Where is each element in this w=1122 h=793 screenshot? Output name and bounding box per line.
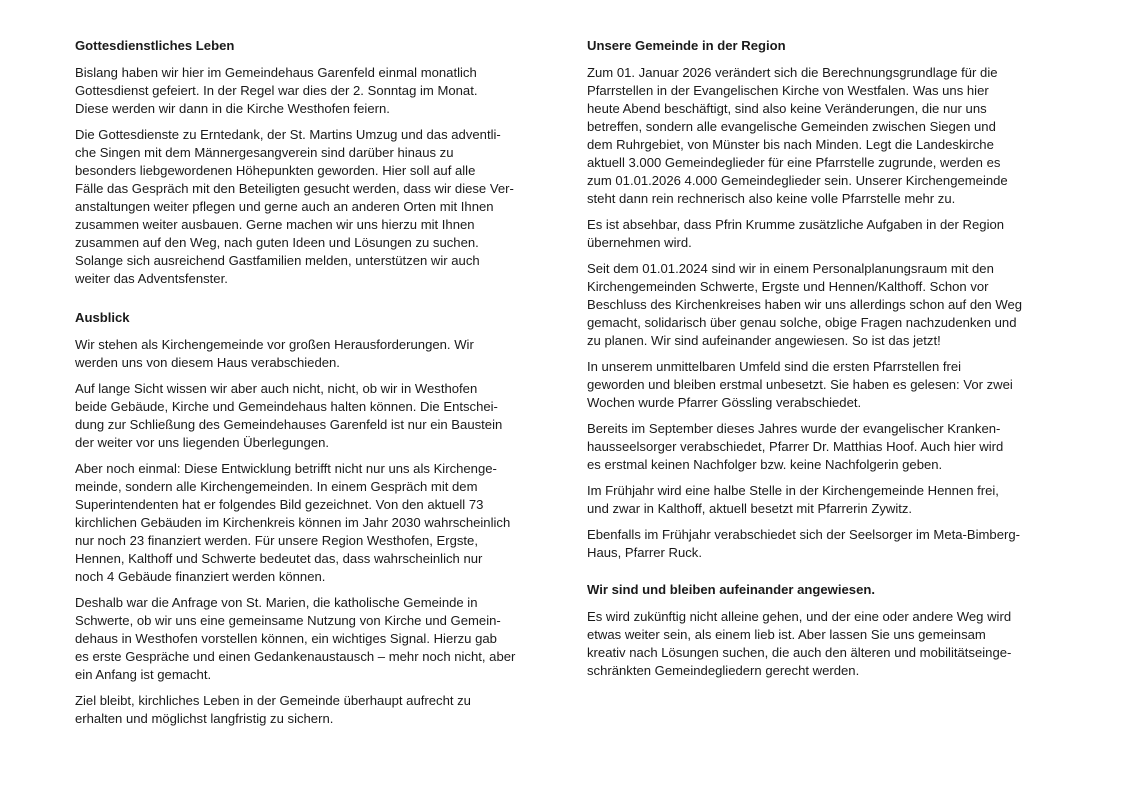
heading-aufeinander-angewiesen: Wir sind und bleiben aufeinander angewiesen. — [587, 582, 875, 597]
heading-ausblick: Ausblick — [75, 310, 130, 325]
paragraph: Es ist absehbar, dass Pfrin Krumme zusätzliche Aufgaben in der Region übernehmen wird. — [587, 217, 1005, 250]
paragraph: Wir stehen als Kirchengemeinde vor großen Herausforderungen. Wir werden uns von diesem Haus verabschieden. — [75, 337, 474, 370]
left-column — [75, 36, 537, 736]
paragraph: Es wird zukünftig nicht alleine gehen, und der eine oder andere Weg wird etwas weiter sein, als einem lieb ist. Aber lassen Sie uns gemeinsam kreativ nach Lösungen suchen, die auch den älteren und mobilitätseinge- schränkten Gemeindegliedern gerecht werden. — [587, 609, 1012, 678]
paragraph: Auf lange Sicht wissen wir aber auch nicht, nicht, ob wir in Westhofen beide Gebäude, Kirche und Gemeindehaus halten können. Die Entschei- dung zur Schließung des Gemeindehauses Garenfeld ist nur ein Baustein der weiter vor uns liegenden Überlegungen. — [75, 381, 503, 450]
paragraph: Bislang haben wir hier im Gemeindehaus Garenfeld einmal monatlich Gottesdienst gefeiert. In der Regel war dies der 2. Sonntag im Monat. Diese werden wir dann in die Kirche Westhofen feiern. — [75, 65, 478, 116]
paragraph: Zum 01. Januar 2026 verändert sich die Berechnungsgrundlage für die Pfarrstellen in der Evangelischen Kirche von Westfalen. Was uns hier heute Abend beschäftigt, sind also keine Veränderungen, die nur uns betreffen, sondern alle evangelische Gemeinden zwischen Siegen und dem Ruhrgebiet, von Münster bis nach Minden. Legt die Landeskirche aktuell 3.000 Gemeindeglieder für eine Pfarrstelle zugrunde, werden es zum 01.01.2026 4.000 Gemeindeglieder sein. Unserer Kirchengemeinde steht dann rein rechnerisch also keine volle Pfarrstelle mehr zu. — [587, 65, 1008, 206]
paragraph: Im Frühjahr wird eine halbe Stelle in der Kirchengemeinde Hennen frei, und zwar in Kalthoff, aktuell besetzt mit Pfarrerin Zywitz. — [587, 483, 999, 516]
paragraph: Bereits im September dieses Jahres wurde der evangelischer Kranken- hausseelsorger verabschiedet, Pfarrer Dr. Matthias Hoof. Auch hier wird es erstmal keinen Nachfolger bzw. keine Nachfolgerin geben. — [587, 421, 1004, 472]
paragraph: Ebenfalls im Frühjahr verabschiedet sich der Seelsorger im Meta-Bimberg- Haus, Pfarrer Ruck. — [587, 527, 1020, 560]
paragraph: Deshalb war die Anfrage von St. Marien, die katholische Gemeinde in Schwerte, ob wir uns eine gemeinsame Nutzung von Kirche und Gemein- dehaus in Westhofen vorstellen können, ein wichtiges Signal. Hierzu gab es erste Gespräche und einen Gedankenaustausch – mehr noch nicht, aber ein Anfang ist gemacht. — [75, 595, 516, 682]
paragraph: In unserem unmittelbaren Umfeld sind die ersten Pfarrstellen frei geworden und bleiben erstmal unbesetzt. Sie haben es gelesen: Vor zwei Wochen wurde Pfarrer Gössling verabschiedet. — [587, 359, 1013, 410]
paragraph: Die Gottesdienste zu Erntedank, der St. Martins Umzug und das adventli- che Singen mit dem Männergesangverein sind darüber hinaus zu besonders liebgewordenen Höhepunkten geworden. Hier soll auf alle Fälle das Gespräch mit den Beteiligten gesucht werden, dass wir diese Ver- anstaltungen weiter pflegen und gerne auch an anderen Orten mit Ihnen zusammen weiter ausbauen. Gerne machen wir uns hierzu mit Ihnen zusammen auf den Weg, nach guten Ideen und Lösungen zu suchen. Solange sich ausreichend Gastfamilien melden, unterstützen wir auch weiter das Adventsfenster. — [75, 127, 514, 286]
right-column — [587, 36, 1049, 688]
paragraph: Seit dem 01.01.2024 sind wir in einem Personalplanungsraum mit den Kirchengemeinden Schwerte, Ergste und Hennen/Kalthoff. Schon vor Beschluss des Kirchenkreises haben wir uns allerdings schon auf den Weg gemacht, solidarisch über genau solche, obige Fragen nachzudenken und zu planen. Wir sind aufeinander angewiesen. So ist das jetzt! — [587, 261, 1023, 348]
heading-gottesdienstliches-leben: Gottesdienstliches Leben — [75, 38, 235, 53]
paragraph: Ziel bleibt, kirchliches Leben in der Gemeinde überhaupt aufrecht zu erhalten und möglichst langfristig zu sichern. — [75, 693, 471, 726]
heading-gemeinde-region: Unsere Gemeinde in der Region — [587, 38, 786, 53]
paragraph: Aber noch einmal: Diese Entwicklung betrifft nicht nur uns als Kirchenge- meinde, sondern alle Kirchengemeinden. In einem Gespräch mit dem Superintendenten hat er folgendes Bild gezeichnet. Von den aktuell 73 kirchlichen Gebäuden im Kirchenkreis können im Jahr 2030 wahrscheinlich nur noch 23 finanziert werden. Für unsere Region Westhofen, Ergste, Hennen, Kalthoff und Schwerte bedeutet das, dass wahrscheinlich nur noch 4 Gebäude finanziert werden können. — [75, 461, 511, 584]
